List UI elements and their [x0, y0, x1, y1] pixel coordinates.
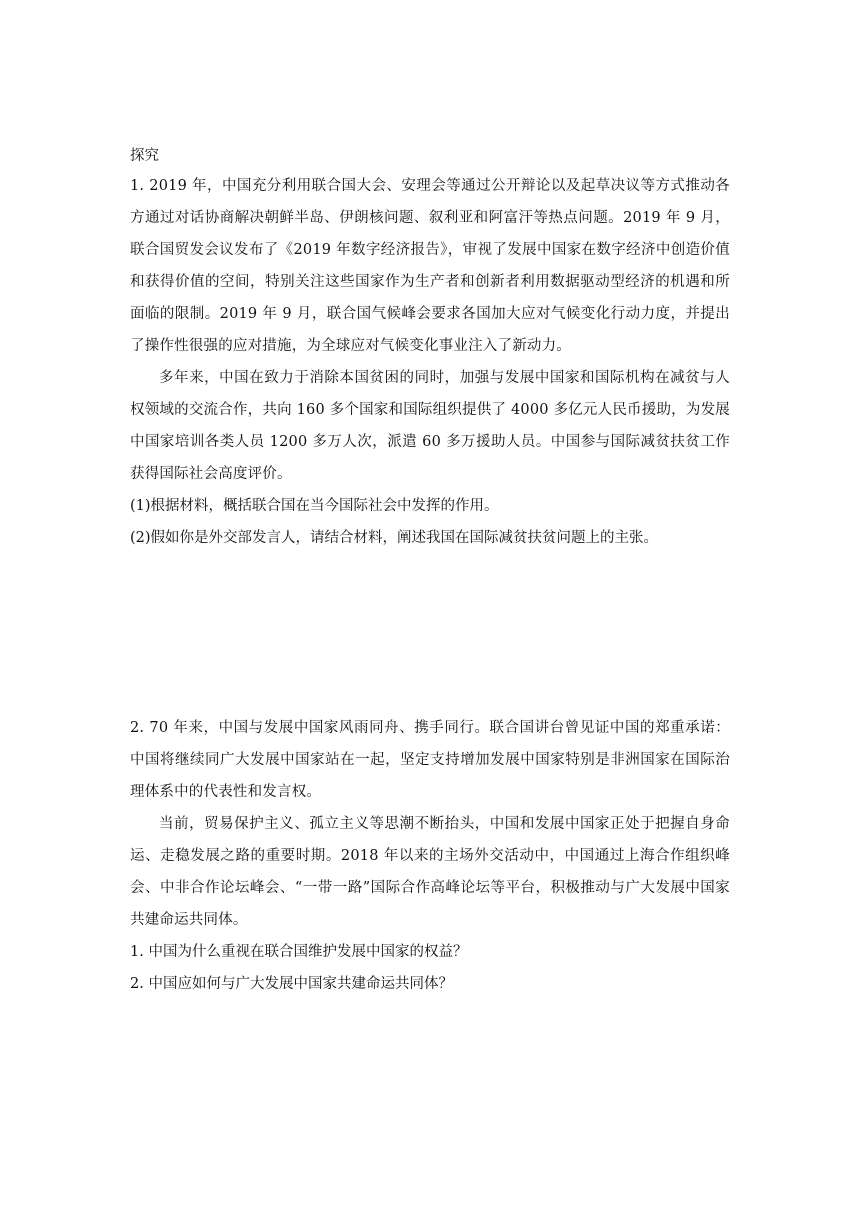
question-2-material-paragraph-1: 2. 70 年来，中国与发展中国家风雨同舟、携手同行。联合国讲台曾见证中国的郑重承诺：中国将继续同广大发展中国家站在一起，坚定支持增加发展中国家特别是非洲国家在国际治理体系中的代表性和发言权。: [130, 720, 730, 800]
question-2: [130, 712, 730, 1000]
question-1-subquestion-1: (1)根据材料，概括联合国在当今国际社会中发挥的作用。: [130, 498, 499, 514]
section-title: 探究: [130, 148, 159, 164]
question-2-subquestion-2: 2. 中国应如何与广大发展中国家共建命运共同体？: [130, 976, 453, 992]
question-2-subquestion-1: 1. 中国为什么重视在联合国维护发展中国家的权益？: [130, 944, 468, 960]
question-1-subquestion-2: (2)假如你是外交部发言人，请结合材料，阐述我国在国际减贫扶贫问题上的主张。: [130, 530, 659, 546]
question-1: [130, 170, 730, 554]
question-1-material-paragraph-2: 多年来，中国在致力于消除本国贫困的同时，加强与发展中国家和国际机构在减贫与人权领域的交流合作，共向 160 多个国家和国际组织提供了 4000 多亿元人民币援助，为发展中国家培训各类人员 1200 多万人次，派遣 60 多万援助人员。中国参与国际减贫扶贫工作获得国际社会高度评价。: [130, 370, 730, 482]
question-1-material-paragraph-1: 1. 2019 年，中国充分利用联合国大会、安理会等通过公开辩论以及起草决议等方式推动各方通过对话协商解决朝鲜半岛、伊朗核问题、叙利亚和阿富汗等热点问题。2019 年 9 月，联合国贸发会议发布了《2019 年数字经济报告》，审视了发展中国家在数字经济中创造价值和获得价值的空间，特别关注这些国家作为生产者和创新者利用数据驱动型经济的机遇和所面临的限制。2019 年 9 月，联合国气候峰会要求各国加大应对气候变化行动力度，并提出了操作性很强的应对措施，为全球应对气候变化事业注入了新动力。: [130, 178, 730, 354]
section-heading-block: [130, 146, 730, 166]
question-2-material-paragraph-2: 当前，贸易保护主义、孤立主义等思潮不断抬头，中国和发展中国家正处于把握自身命运、走稳发展之路的重要时期。2018 年以来的主场外交活动中，中国通过上海合作组织峰会、中非合作论坛峰会、“一带一路”国际合作高峰论坛等平台，积极推动与广大发展中国家共建命运共同体。: [130, 816, 730, 928]
